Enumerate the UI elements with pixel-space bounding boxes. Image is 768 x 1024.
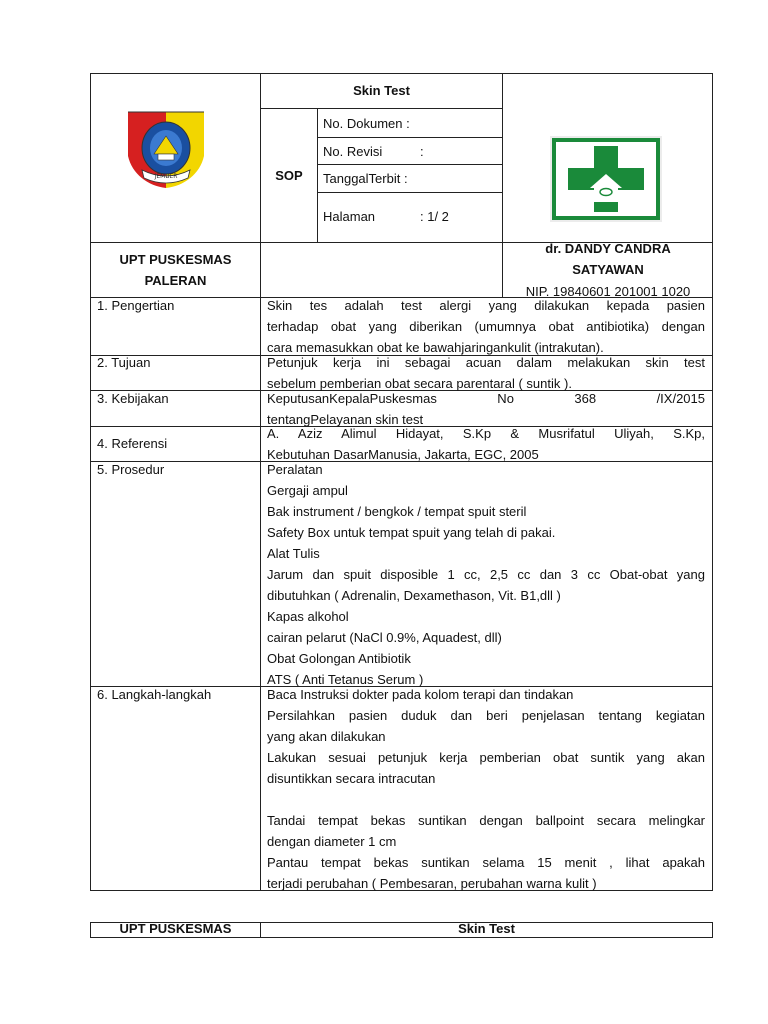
- tanggal-terbit-label: TanggalTerbit :: [323, 171, 408, 186]
- body-line: cara memasukkan obat ke bawahjaringankulit (intrakutan).: [267, 340, 604, 355]
- puskesmas-logo: [550, 136, 662, 222]
- jember-emblem-logo: [122, 108, 210, 194]
- no-revisi-separator: :: [420, 144, 424, 159]
- body-line: terjadi perubahan ( Pembesaran, perubahan warna kulit ): [267, 876, 597, 891]
- body-line: Gergaji ampul: [267, 483, 348, 498]
- signer-nip: NIP. 19840601 201001 1020: [525, 284, 691, 299]
- body-line: dengan diameter 1 cm: [267, 834, 397, 849]
- section-body-langkah: [267, 684, 705, 894]
- body-line: Pantau tempat bekas suntikan selama 15 menit , lihat apakah: [267, 855, 705, 870]
- body-line: Peralatan: [267, 462, 323, 477]
- body-line: Obat Golongan Antibiotik: [267, 651, 411, 666]
- footer-org: UPT PUSKESMAS: [119, 921, 232, 936]
- section-label-tujuan: 2. Tujuan: [97, 355, 151, 370]
- body-line: Skin tes adalah test alergi yang dilakukan kepada pasien: [267, 298, 705, 313]
- body-line: Bak instrument / bengkok / tempat spuit steril: [267, 504, 527, 519]
- body-line: disuntikkan secara intracutan: [267, 771, 436, 786]
- sop-label: SOP: [275, 168, 303, 183]
- body-line: Persilahkan pasien duduk dan beri penjelasan tentang kegiatan: [267, 708, 705, 723]
- section-label-referensi: 4. Referensi: [97, 436, 168, 451]
- emblem-banner-text: JEMBER: [154, 173, 178, 180]
- halaman-label: Halaman: [323, 209, 376, 224]
- body-line: Tandai tempat bekas suntikan dengan ballpoint secara melingkar: [267, 813, 705, 828]
- no-revisi-label: No. Revisi: [323, 144, 383, 159]
- section-label-langkah: 6. Langkah-langkah: [97, 687, 212, 702]
- body-line: Alat Tulis: [267, 546, 320, 561]
- section-label-pengertian: 1. Pengertian: [97, 298, 175, 313]
- body-line: yang akan dilakukan: [267, 729, 386, 744]
- body-line: A. Aziz Alimul Hidayat, S.Kp & Musrifatul Uliyah, S.Kp,: [267, 426, 705, 441]
- section-body-prosedur: [267, 459, 705, 690]
- body-line: [267, 789, 705, 810]
- org-name-line2: PALERAN: [144, 273, 207, 288]
- body-line: Kebutuhan DasarManusia, Jakarta, EGC, 2005: [267, 447, 539, 462]
- footer-title: Skin Test: [458, 921, 515, 936]
- section-label-kebijakan: 3. Kebijakan: [97, 391, 169, 406]
- body-line: terhadap obat yang diberikan (umumnya obat antibiotika) dengan: [267, 319, 705, 334]
- green-cross-icon: [550, 136, 662, 222]
- body-line: Baca Instruksi dokter pada kolom terapi dan tindakan: [267, 687, 574, 702]
- body-line: Lakukan sesuai petunjuk kerja pemberian obat suntik yang akan: [267, 750, 705, 765]
- body-line: tentangPelayanan skin test: [267, 412, 424, 427]
- halaman-value: : 1/ 2: [420, 209, 449, 224]
- body-line: sebelum pemberian obat secara parentaral ( suntik ).: [267, 376, 572, 391]
- no-dokumen-label: No. Dokumen :: [323, 116, 410, 131]
- signer-name-line1: dr. DANDY CANDRA: [545, 241, 671, 256]
- body-line: KeputusanKepalaPuskesmas No 368 /IX/2015: [267, 391, 705, 406]
- body-line: cairan pelarut (NaCl 0.9%, Aquadest, dll): [267, 630, 502, 645]
- body-line: dibutuhkan ( Adrenalin, Dexamethason, Vit. B1,dll ): [267, 588, 561, 603]
- section-label-prosedur: 5. Prosedur: [97, 462, 165, 477]
- body-line: Petunjuk kerja ini sebagai acuan dalam melakukan skin test: [267, 355, 705, 370]
- signer-name-line2: SATYAWAN: [572, 262, 644, 277]
- body-line: ATS ( Anti Tetanus Serum ): [267, 672, 424, 687]
- body-line: Jarum dan spuit disposible 1 cc, 2,5 cc dan 3 cc Obat-obat yang: [267, 567, 705, 582]
- section-body-pengertian: [267, 295, 705, 358]
- body-line: Kapas alkohol: [267, 609, 349, 624]
- body-line: Safety Box untuk tempat spuit yang telah di pakai.: [267, 525, 556, 540]
- shield-emblem-icon: [122, 108, 210, 194]
- org-name-line1: UPT PUSKESMAS: [119, 252, 232, 267]
- sop-title: Skin Test: [353, 83, 410, 98]
